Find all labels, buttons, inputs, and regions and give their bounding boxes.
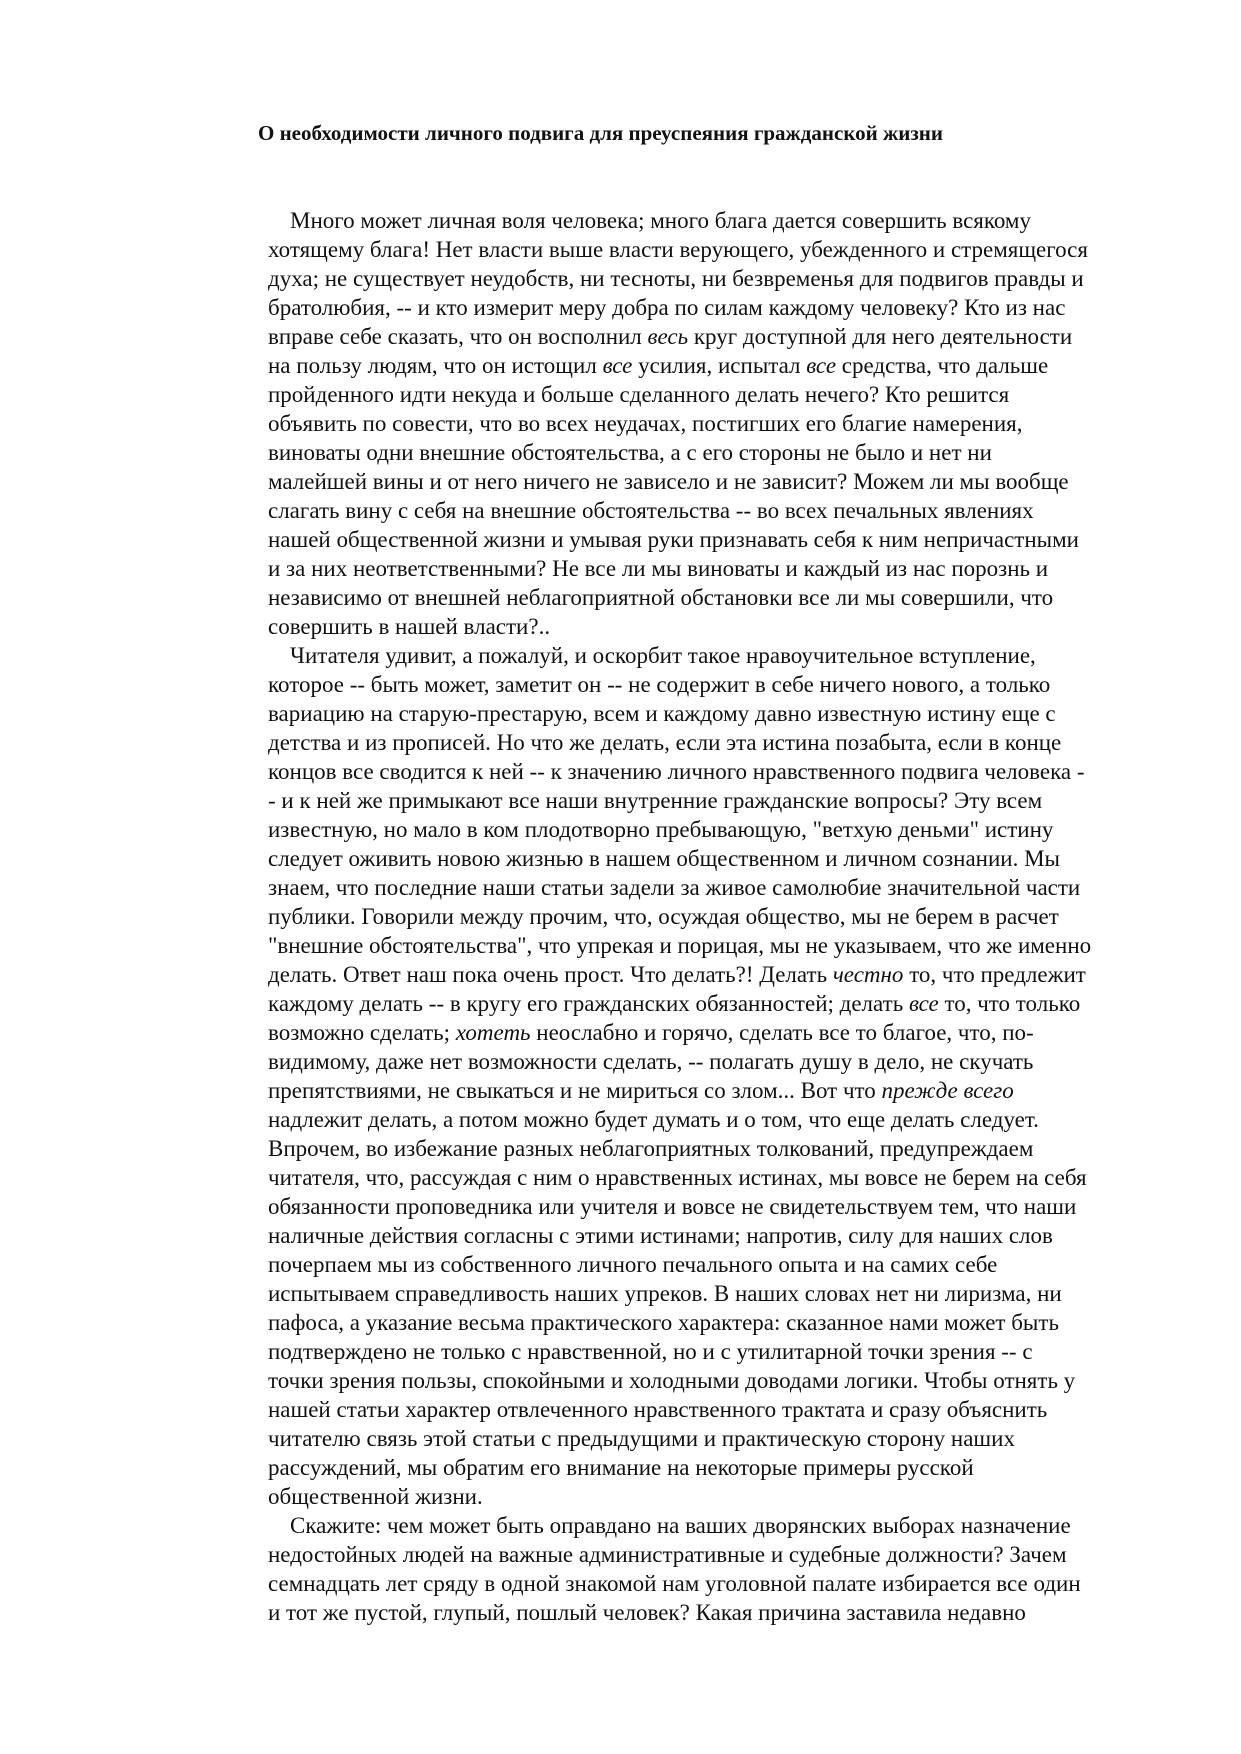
text-line — [268, 1076, 1168, 1105]
text-segment: Много может личная воля человека; много блага дается совершить всякому — [290, 208, 1031, 233]
text-line — [268, 1279, 1168, 1308]
text-segment: подтверждено не только с нравственной, но и с утилитарной точки зрения -- с — [268, 1339, 1033, 1364]
text-line — [268, 496, 1168, 525]
text-line — [268, 873, 1168, 902]
text-line — [268, 351, 1168, 380]
text-segment: Скажите: чем может быть оправдано на ваших дворянских выборах назначение — [290, 1513, 1071, 1538]
text-line — [268, 1337, 1168, 1366]
text-line — [268, 1453, 1168, 1482]
text-line — [268, 235, 1168, 264]
text-segment: концов все сводится к ней -- к значению личного нравственного подвига человека - — [268, 759, 1085, 784]
text-segment: известную, но мало в ком плодотворно пребывающую, "ветхую деньми" истину — [268, 817, 1054, 842]
text-segment: круг доступной для него деятельности — [688, 324, 1073, 349]
text-segment: каждому делать -- в кругу его гражданских обязанностей; делать — [268, 991, 909, 1016]
text-line — [268, 554, 1168, 583]
text-segment: публики. Говорили между прочим, что, осуждая общество, мы не берем в расчет — [268, 904, 1059, 929]
text-segment: Впрочем, во избежание разных неблагоприятных толкований, предупреждаем — [268, 1136, 1034, 1161]
text-line — [268, 380, 1168, 409]
text-line — [268, 960, 1168, 989]
text-line — [268, 525, 1168, 554]
text-segment: "внешние обстоятельства", что упрекая и порицая, мы не указываем, что же именно — [268, 933, 1092, 958]
text-segment: пафоса, а указание весьма практического характера: сказанное нами может быть — [268, 1310, 1059, 1335]
text-line — [268, 322, 1168, 351]
text-line — [268, 293, 1168, 322]
text-segment: недостойных людей на важные административные и судебные должности? Зачем — [268, 1542, 1067, 1567]
text-segment: неослабно и горячо, сделать все то благое, что, по- — [530, 1020, 1034, 1045]
emphasis-text: все — [806, 353, 837, 378]
text-line — [268, 1250, 1168, 1279]
text-line — [268, 467, 1168, 496]
text-line — [268, 670, 1168, 699]
text-segment: малейшей вины и от него ничего не зависело и не зависит? Можем ли мы вообще — [268, 469, 1069, 494]
text-segment: объявить по совести, что во всех неудачах, постигших его благие намерения, — [268, 411, 1023, 436]
text-segment: делать. Ответ наш пока очень прост. Что делать?! Делать — [268, 962, 833, 987]
text-segment: пройденного идти некуда и больше сделанного делать нечего? Кто решится — [268, 382, 1010, 407]
text-line — [268, 931, 1168, 960]
text-line — [268, 1018, 1168, 1047]
text-segment: рассуждений, мы обратим его внимание на некоторые примеры русской — [268, 1455, 974, 1480]
text-line — [268, 757, 1168, 786]
text-segment: обязанности проповедника или учителя и вовсе не свидетельствуем тем, что наши — [268, 1194, 1077, 1219]
text-segment: братолюбия, -- и кто измерит меру добра по силам каждому человеку? Кто из нас — [268, 295, 1066, 320]
emphasis-text: все — [602, 353, 633, 378]
text-segment: то, что только — [938, 991, 1081, 1016]
text-line — [268, 815, 1168, 844]
text-segment: общественной жизни. — [268, 1484, 483, 1509]
text-segment: средства, что дальше — [836, 353, 1049, 378]
document-body — [268, 206, 1168, 1627]
text-line — [268, 1598, 1168, 1627]
text-segment: читателя, что, рассуждая с ним о нравственных истинах, мы вовсе не берем на себя — [268, 1165, 1087, 1190]
text-line — [268, 1163, 1168, 1192]
text-segment: следует оживить новою жизнью в нашем общественном и личном сознании. Мы — [268, 846, 1060, 871]
emphasis-text: честно — [832, 962, 904, 987]
text-segment: точки зрения пользы, спокойными и холодными доводами логики. Чтобы отнять у — [268, 1368, 1076, 1393]
text-segment: видимому, даже нет возможности сделать, -- полагать душу в дело, не скучать — [268, 1049, 1034, 1074]
text-line — [268, 1424, 1168, 1453]
text-segment: то, что предлежит — [903, 962, 1086, 987]
emphasis-text: весь — [647, 324, 689, 349]
text-line — [268, 728, 1168, 757]
text-segment: нашей статьи характер отвлеченного нравственного трактата и сразу объяснить — [268, 1397, 1048, 1422]
text-line — [268, 641, 1168, 670]
text-line — [268, 1047, 1168, 1076]
text-segment: препятствиями, не свыкаться и не мириться со злом... Вот что — [268, 1078, 882, 1103]
text-segment: слагать вину с себя на внешние обстоятельства -- во всех печальных явлениях — [268, 498, 1034, 523]
text-line — [268, 409, 1168, 438]
text-segment: вправе себе сказать, что он восполнил — [268, 324, 648, 349]
text-segment: совершить в нашей власти?.. — [268, 614, 551, 639]
text-segment: читателю связь этой статьи с предыдущими и практическую сторону наших — [268, 1426, 1015, 1451]
text-segment: духа; не существует неудобств, ни тесноты, ни безвременья для подвигов правды и — [268, 266, 1084, 291]
text-segment: и за них неответственными? Не все ли мы виноваты и каждый из нас порознь и — [268, 556, 1049, 581]
text-segment: испытываем справедливость наших упреков. В наших словах нет ни лиризма, ни — [268, 1281, 1062, 1306]
emphasis-text: все — [908, 991, 939, 1016]
text-segment: семнадцать лет сряду в одной знакомой нам уголовной палате избирается все один — [268, 1571, 1081, 1596]
text-line — [268, 1134, 1168, 1163]
text-line — [268, 786, 1168, 815]
text-segment: на пользу людям, что он истощил — [268, 353, 603, 378]
text-segment: нашей общественной жизни и умывая руки признавать себя к ним непричастными — [268, 527, 1079, 552]
text-segment: почерпаем мы из собственного личного печального опыта и на самих себе — [268, 1252, 998, 1277]
text-line — [268, 844, 1168, 873]
text-segment: виноваты одни внешние обстоятельства, а с его стороны не было и нет ни — [268, 440, 992, 465]
emphasis-text: хотеть — [455, 1020, 531, 1045]
text-line — [268, 612, 1168, 641]
text-line — [268, 438, 1168, 467]
document-title: О необходимости личного подвига для преуспеяния гражданской жизни — [258, 121, 943, 145]
text-segment: хотящему блага! Нет власти выше власти верующего, убежденного и стремящегося — [268, 237, 1088, 262]
text-line — [268, 583, 1168, 612]
text-segment: возможно сделать; — [268, 1020, 456, 1045]
text-segment: надлежит делать, а потом можно будет думать и о том, что еще делать следует. — [268, 1107, 1039, 1132]
text-line — [268, 1395, 1168, 1424]
text-segment: - и к ней же примыкают все наши внутренние гражданские вопросы? Эту всем — [268, 788, 1043, 813]
text-line — [268, 1482, 1168, 1511]
text-segment: независимо от внешней неблагоприятной обстановки все ли мы совершили, что — [268, 585, 1054, 610]
text-line — [268, 1540, 1168, 1569]
text-line — [268, 1192, 1168, 1221]
text-line — [268, 264, 1168, 293]
text-line — [268, 206, 1168, 235]
text-line — [268, 699, 1168, 728]
text-segment: и тот же пустой, глупый, пошлый человек? Какая причина заставила недавно — [268, 1600, 1026, 1625]
text-line — [268, 1308, 1168, 1337]
text-line — [268, 902, 1168, 931]
emphasis-text: прежде всего — [881, 1078, 1014, 1103]
text-line — [268, 1569, 1168, 1598]
text-segment: Читателя удивит, а пожалуй, и оскорбит такое нравоучительное вступление, — [290, 643, 1036, 668]
text-segment: вариацию на старую-престарую, всем и каждому давно известную истину еще с — [268, 701, 1056, 726]
text-segment: усилия, испытал — [632, 353, 807, 378]
text-line — [268, 1221, 1168, 1250]
text-segment: знаем, что последние наши статьи задели за живое самолюбие значительной части — [268, 875, 1081, 900]
text-line — [268, 1511, 1168, 1540]
text-segment: наличные действия согласны с этими истинами; напротив, силу для наших слов — [268, 1223, 1053, 1248]
text-segment: которое -- быть может, заметит он -- не содержит в себе ничего нового, а только — [268, 672, 1051, 697]
text-segment: детства и из прописей. Но что же делать, если эта истина позабыта, если в конце — [268, 730, 1062, 755]
text-line — [268, 1105, 1168, 1134]
text-line — [268, 1366, 1168, 1395]
text-line — [268, 989, 1168, 1018]
